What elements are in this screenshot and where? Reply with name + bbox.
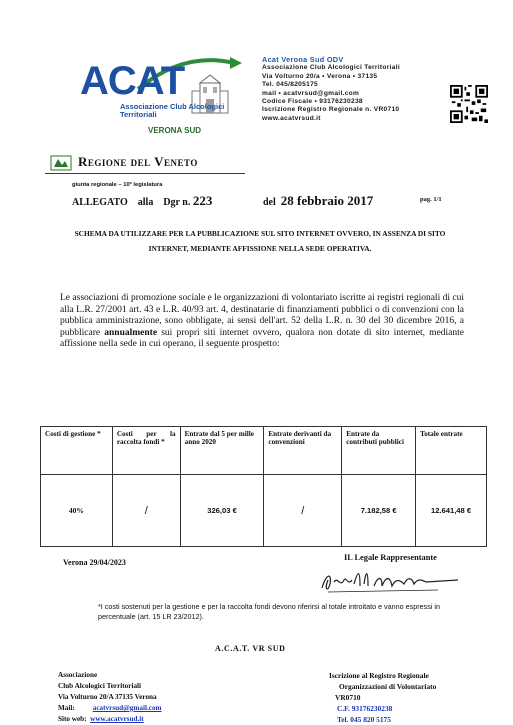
qr-code-icon [450, 85, 488, 123]
regione-emblem-icon [50, 155, 72, 171]
footer-right-line: Organizzazioni di Volontariato [339, 682, 437, 691]
mail-label: Mail: [58, 704, 75, 712]
body-text-part1: Le associazioni di promozione sociale e le organizzazioni di volontariato iscritte ai registri regionali di cui alla L.R. 27/2001 art. 43 e L.R. 40/93 art. 4, destinatarie di finanziamenti pubblici o di convenzioni con la pubblica amministrazione, sono obbligate, ai sensi dell'art. 52 della L.R. n. 30 del 30 dicembre 2016, a pubblicare [60, 293, 464, 338]
footer-right-line: VR0710 [335, 693, 361, 702]
org-line: mail • acatvrsud@gmail.com [262, 89, 360, 97]
table-cell: 326,03 € [180, 475, 264, 547]
website-link[interactable]: www.acatvrsud.it [90, 715, 144, 723]
table-cell: / [112, 475, 180, 547]
place-date: Verona 29/04/2023 [63, 558, 126, 567]
footer-left-line: Via Volturno 20/A 37135 Verona [58, 693, 157, 701]
handwritten-signature [318, 566, 468, 596]
del-label: del [263, 197, 276, 208]
page-indicator: pag. 1/1 [420, 196, 442, 203]
body-paragraph [60, 293, 464, 351]
body-text-part2: sui propri siti internet ovvero, qualora non dotate di sito internet, mediante affissione nella sede in cui operano, il seguente prospetto: [60, 327, 464, 350]
footer-left-line: Associazione [58, 671, 98, 679]
schema-title: SCHEMA DA UTILIZZARE PER LA PUBBLICAZIONE SUL SITO INTERNET OVVERO, IN ASSENZA DI SITO INTERNET, MEDIANTE AFFISSIONE NELLA SEDE OPERATIVA. [74, 229, 446, 253]
site-label: Sito web: [58, 715, 87, 723]
allegato-line [72, 193, 212, 209]
del-date: 28 febbraio 2017 [280, 193, 374, 208]
dgr-label: Dgr n. [163, 197, 191, 208]
dgr-number: 223 [192, 193, 213, 208]
prospetto-table [40, 426, 487, 547]
del-line [263, 193, 373, 209]
acat-vr-sud-label: A.C.A.T. VR SUD [215, 644, 286, 653]
table-header-cell: Entrate da contributi pubblici [342, 427, 416, 475]
footer-site-row [58, 714, 162, 725]
allegato-label: ALLEGATO [72, 197, 128, 208]
table-header-cell: Entrate dal 5 per mille anno 2020 [180, 427, 264, 475]
giunta-legislatura: giunta regionale – 10ª legislatura [72, 182, 163, 188]
org-line: Associazione Club Alcologici Territoriali [262, 64, 400, 72]
table-header-cell: Totale entrate [416, 427, 487, 475]
footer-right-block [329, 670, 436, 725]
body-text-bold: annualmente [104, 327, 158, 338]
acat-logo [62, 55, 242, 135]
alla-label: alla [137, 197, 154, 208]
org-line: Via Volturno 20/a • Verona • 37135 [262, 72, 378, 80]
legal-representative-label: IL Legale Rappresentante [344, 553, 437, 562]
codice-fiscale: C.F. 93176230238 [337, 704, 393, 713]
logo-subtitle: Associazione Club Alcologici Territoriali [120, 102, 225, 119]
org-line: Codice Fiscale • 93176230238 [262, 98, 363, 106]
table-cell: 12.641,48 € [416, 475, 487, 547]
table-cell: / [264, 475, 342, 547]
org-name: Acat Verona Sud ODV [262, 55, 344, 64]
footer-left-line: Club Alcologici Territoriali [58, 682, 142, 690]
footer-left-block [58, 670, 162, 725]
mail-link[interactable]: acatvrsud@gmail.com [92, 704, 162, 712]
org-line: Iscrizione Registro Regionale n. VR0710 [262, 106, 400, 114]
footnote: *I costi sostenuti per la gestione e per la raccolta fondi devono riferirsi al totale introitato e vanno espressi in percentuale (art. 15 LR 23/2012). [98, 602, 440, 621]
table-header-cell: Costi di gestione * [41, 427, 113, 475]
table-row [41, 475, 487, 547]
telephone: Tel. 045 820 5175 [337, 715, 391, 724]
regione-title: Regione del Veneto [78, 154, 198, 169]
table-header-cell: Entrate derivanti da convenzioni [264, 427, 342, 475]
table-header-cell: Costi per la raccolta fondi * [112, 427, 180, 475]
logo-tag: VERONA SUD [148, 126, 202, 135]
org-line: Tel. 045/8205175 [262, 81, 319, 89]
table-header-row [41, 427, 487, 475]
table-cell: 7.182,58 € [342, 475, 416, 547]
logo-word: ACAT [80, 59, 185, 103]
org-contact-block [262, 56, 452, 123]
table-cell: 40% [41, 475, 113, 547]
org-website: www.acatvrsud.it [262, 114, 321, 122]
footer-mail-row [58, 703, 162, 714]
footer-right-line: Iscrizione al Registro Regionale [329, 671, 429, 680]
regione-divider [45, 173, 245, 174]
